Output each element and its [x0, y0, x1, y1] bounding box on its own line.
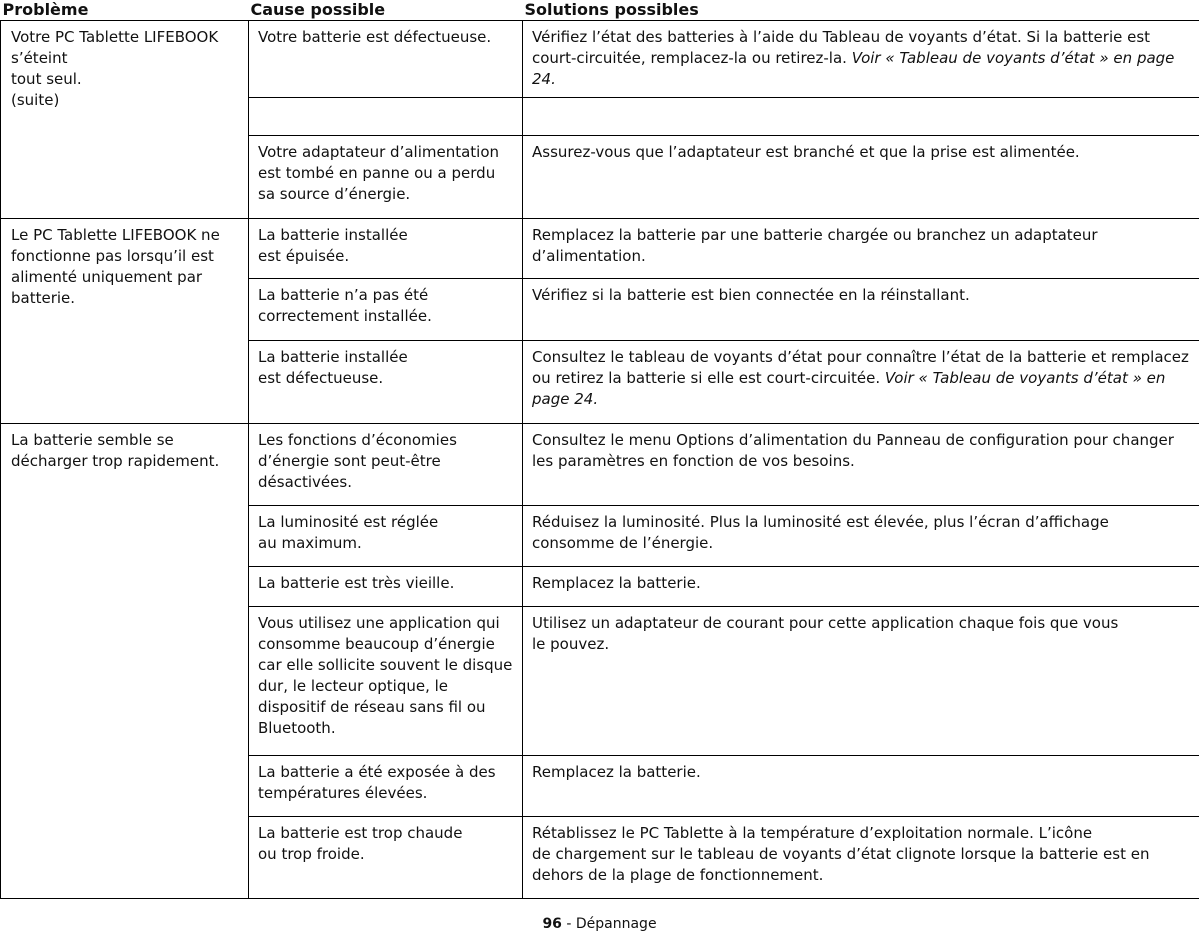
- cross-reference-link[interactable]: Voir « Tableau de voyants d’état » en page 24.: [532, 369, 1166, 408]
- page-number: 96: [542, 916, 562, 932]
- solution-text: Consultez le tableau de voyants d’état pour connaître l’état de la batterie et remplacez ou retirez la batterie si elle est court-circuitée.: [532, 348, 1189, 387]
- header-probleme: Problème: [1, 0, 249, 21]
- cause-cell: [249, 506, 523, 567]
- cause-cell: Votre batterie est défectueuse.: [249, 21, 523, 98]
- cause-text-line: est épuisée.: [258, 247, 350, 265]
- cause-cell: La batterie n’a pas été correctement installée.: [249, 279, 523, 341]
- solution-cell: Remplacez la batterie.: [523, 567, 1199, 607]
- cause-cell: La batterie est très vieille.: [249, 567, 523, 607]
- problem-cell: Le PC Tablette LIFEBOOK ne fonctionne pas lorsqu’il est alimenté uniquement par batterie.: [1, 219, 249, 424]
- page-footer: [0, 914, 1199, 934]
- cause-text-line: ou trop froide.: [258, 845, 365, 863]
- cause-text-line: La luminosité est réglée: [258, 513, 439, 531]
- cause-cell: [249, 98, 523, 136]
- cause-text-line: est défectueuse.: [258, 369, 384, 387]
- table-header-row: [1, 0, 1199, 21]
- cross-reference-link[interactable]: Voir « Tableau de voyants d’état » en page 24.: [532, 49, 1175, 88]
- cause-text-line: au maximum.: [258, 534, 362, 552]
- solution-text: Vérifiez l’état des batteries à l’aide du Tableau de voyants d’état. Si la batterie est court-circuitée, remplacez-la ou retirez-la.: [532, 28, 1151, 67]
- solution-text-line: Utilisez un adaptateur de courant pour cette application chaque fois que vous: [532, 614, 1119, 632]
- cause-cell: [249, 817, 523, 899]
- footer-separator: -: [561, 916, 576, 932]
- solution-cell: [523, 817, 1199, 899]
- solution-cell: [523, 21, 1199, 98]
- cause-cell: Les fonctions d’économies d’énergie sont peut-être désactivées.: [249, 424, 523, 506]
- solution-cell: [523, 341, 1199, 424]
- cause-cell: Vous utilisez une application qui consomme beaucoup d’énergie car elle sollicite souvent le disque dur, le lecteur optique, le dispositif de réseau sans fil ou Bluetooth.: [249, 607, 523, 756]
- cause-text-line: La batterie installée: [258, 226, 408, 244]
- solution-cell: Vérifiez si la batterie est bien connectée en la réinstallant.: [523, 279, 1199, 341]
- solution-text-line: le pouvez.: [532, 635, 610, 653]
- cause-cell: Votre adaptateur d’alimentation est tombé en panne ou a perdu sa source d’énergie.: [249, 136, 523, 219]
- problem-cell: La batterie semble se décharger trop rapidement.: [1, 424, 249, 899]
- problem-cell: [1, 21, 249, 219]
- header-solutions-possibles: Solutions possibles: [523, 0, 1199, 21]
- footer-section: Dépannage: [575, 916, 657, 932]
- problem-text-line: (suite): [11, 91, 60, 109]
- problem-text-line: Votre PC Tablette LIFEBOOK s’éteint: [11, 28, 219, 67]
- solution-cell: Réduisez la luminosité. Plus la luminosité est élevée, plus l’écran d’affichage consomme de l’énergie.: [523, 506, 1199, 567]
- cause-cell: La batterie a été exposée à des températures élevées.: [249, 756, 523, 817]
- cause-text-line: La batterie installée: [258, 348, 408, 366]
- header-cause-possible: Cause possible: [249, 0, 523, 21]
- solution-cell: [523, 98, 1199, 136]
- solution-cell: Consultez le menu Options d’alimentation du Panneau de configuration pour changer les paramètres en fonction de vos besoins.: [523, 424, 1199, 506]
- cause-cell: [249, 219, 523, 279]
- solution-text-line: de chargement sur le tableau de voyants d’état clignote lorsque la batterie est en dehors de la plage de fonctionnement.: [532, 845, 1150, 884]
- cause-cell: [249, 341, 523, 424]
- solution-text-line: Rétablissez le PC Tablette à la température d’exploitation normale. L’icône: [532, 824, 1093, 842]
- cause-text-line: La batterie est trop chaude: [258, 824, 463, 842]
- solution-cell: [523, 607, 1199, 756]
- table-row: [1, 219, 1199, 279]
- solution-cell: Remplacez la batterie.: [523, 756, 1199, 817]
- table-row: [1, 21, 1199, 98]
- solution-cell: Remplacez la batterie par une batterie chargée ou branchez un adaptateur d’alimentation.: [523, 219, 1199, 279]
- table-row: [1, 424, 1199, 506]
- problem-text-line: tout seul.: [11, 70, 82, 88]
- solution-cell: Assurez-vous que l’adaptateur est branché et que la prise est alimentée.: [523, 136, 1199, 219]
